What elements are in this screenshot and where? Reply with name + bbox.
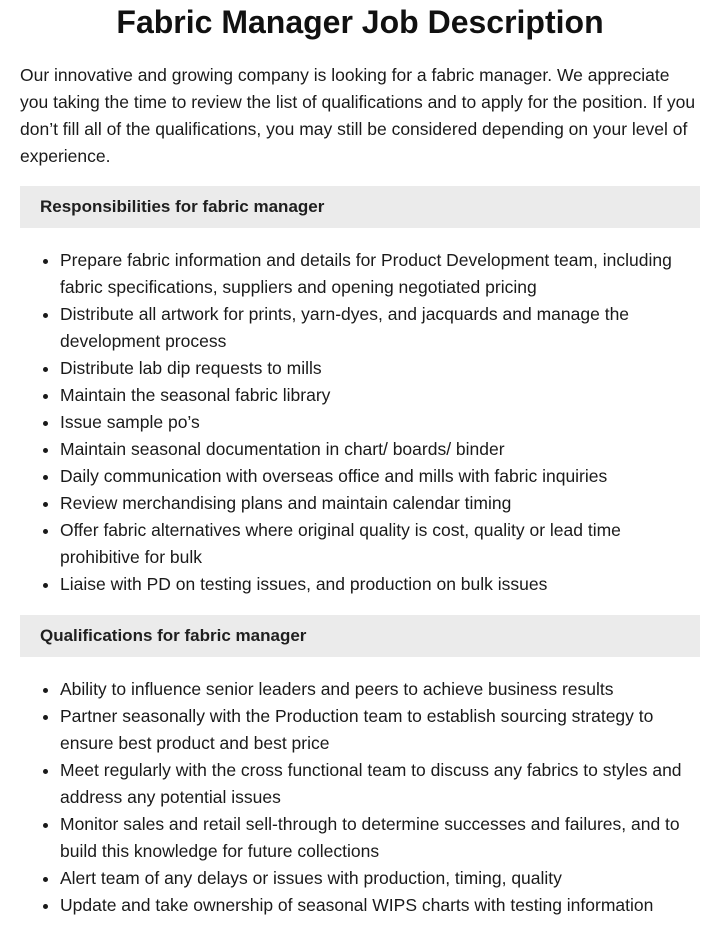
list-item: • Maintain seasonal documentation in chart/ boards/ binder (60, 436, 700, 463)
list-item: • Meet regularly with the cross functional team to discuss any fabrics to styles and address any potential issues (60, 757, 700, 811)
list-item: • Daily communication with overseas office and mills with fabric inquiries (60, 463, 700, 490)
responsibilities-list (20, 247, 700, 598)
list-item: • Distribute all artwork for prints, yarn-dyes, and jacquards and manage the development process (60, 301, 700, 355)
qualifications-list (20, 676, 700, 919)
list-item: • Maintain the seasonal fabric library (60, 382, 700, 409)
list-item: • Monitor sales and retail sell-through to determine successes and failures, and to build this knowledge for future collections (60, 811, 700, 865)
list-item: • Alert team of any delays or issues with production, timing, quality (60, 865, 700, 892)
list-item: • Update and take ownership of seasonal WIPS charts with testing information (60, 892, 700, 919)
list-item: • Prepare fabric information and details for Product Development team, including fabric specifications, suppliers and opening negotiated pricing (60, 247, 700, 301)
intro-paragraph: Our innovative and growing company is looking for a fabric manager. We appreciate you taking the time to review the list of qualifications and to apply for the position. If you don’t fill all of the qualifications, you may still be considered depending on your level of experience. (20, 65, 696, 166)
list-item: • Issue sample po’s (60, 409, 700, 436)
qualifications-heading: Qualifications for fabric manager (20, 615, 700, 657)
list-item: • Offer fabric alternatives where original quality is cost, quality or lead time prohibitive for bulk (60, 517, 700, 571)
list-item: • Review merchandising plans and maintain calendar timing (60, 490, 700, 517)
list-item: • Liaise with PD on testing issues, and production on bulk issues (60, 571, 700, 598)
list-item: • Partner seasonally with the Production team to establish sourcing strategy to ensure best product and best price (60, 703, 700, 757)
list-item: • Ability to influence senior leaders and peers to achieve business results (60, 676, 700, 703)
responsibilities-heading: Responsibilities for fabric manager (20, 186, 700, 228)
page-title: Fabric Manager Job Description (116, 4, 604, 40)
list-item: • Distribute lab dip requests to mills (60, 355, 700, 382)
